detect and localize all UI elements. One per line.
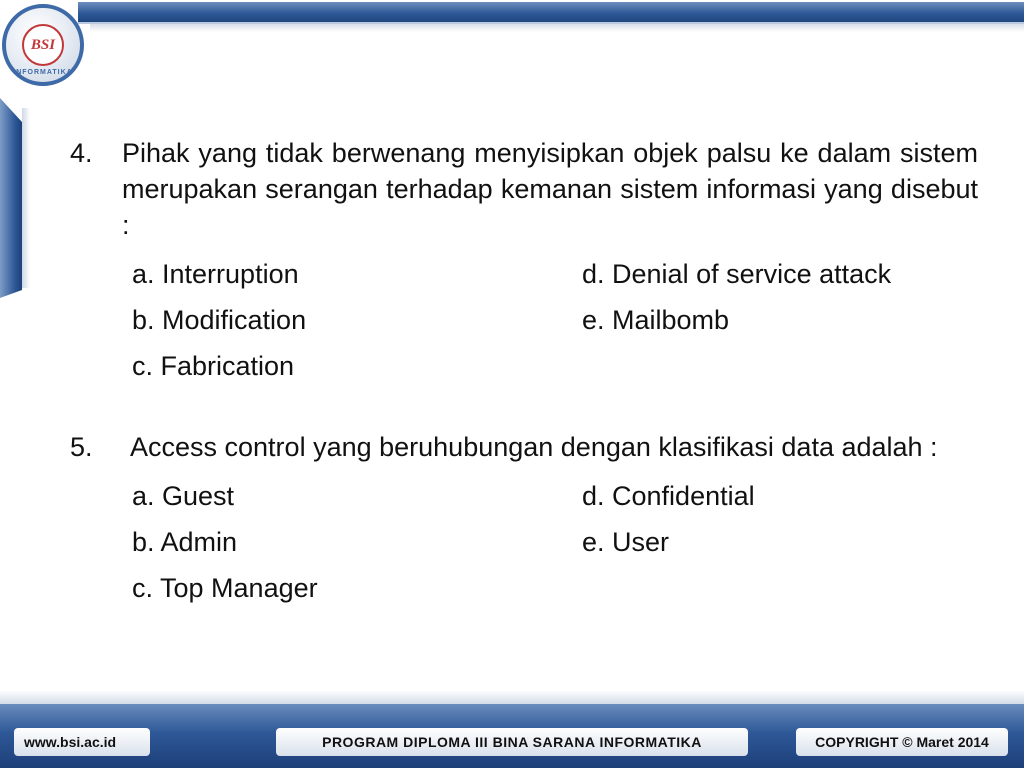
option-empty xyxy=(582,565,978,611)
option-row xyxy=(132,565,978,611)
question-text: Access control yang beruhubungan dengan klasifikasi data adalah : xyxy=(130,432,938,462)
option-c: c. Top Manager xyxy=(132,573,318,603)
question-number: 5. xyxy=(70,432,93,462)
option-row xyxy=(132,251,978,297)
answer-options xyxy=(132,473,978,611)
option-row xyxy=(132,519,978,565)
logo-emblem xyxy=(22,24,64,66)
option-d: d. Denial of service attack xyxy=(582,259,892,289)
slide-content xyxy=(70,135,978,611)
option-d: d. Confidential xyxy=(582,481,755,511)
top-frame-shadow xyxy=(90,24,1024,32)
option-a: a. Interruption xyxy=(132,259,299,289)
option-b: b. Modification xyxy=(132,305,307,335)
answer-options xyxy=(132,251,978,389)
left-frame-shadow xyxy=(22,108,30,288)
option-c: c. Fabrication xyxy=(132,351,295,381)
logo-text: BSI xyxy=(30,36,56,53)
bsi-logo xyxy=(2,4,84,86)
top-frame-bar xyxy=(78,2,1024,24)
left-frame-bar xyxy=(0,98,22,298)
option-empty xyxy=(582,343,978,389)
question-4 xyxy=(70,135,978,389)
option-e: e. Mailbomb xyxy=(582,305,730,335)
question-5 xyxy=(70,429,978,611)
option-a: a. Guest xyxy=(132,481,235,511)
logo-ring-text: INFORMATIKA xyxy=(13,69,73,76)
option-row xyxy=(132,343,978,389)
question-text: Pihak yang tidak berwenang menyisipkan objek palsu ke dalam sistem merupakan serangan terhadap kemanan sistem informasi yang disebut : xyxy=(122,138,978,240)
option-row xyxy=(132,297,978,343)
footer-program: PROGRAM DIPLOMA III BINA SARANA INFORMATIKA xyxy=(276,728,748,756)
footer-url: www.bsi.ac.id xyxy=(14,728,150,756)
bottom-frame-shadow xyxy=(0,690,1024,704)
question-number: 4. xyxy=(70,138,93,168)
footer-copyright: COPYRIGHT © Maret 2014 xyxy=(796,728,1008,756)
option-e: e. User xyxy=(582,527,670,557)
option-row xyxy=(132,473,978,519)
option-b: b. Admin xyxy=(132,527,238,557)
